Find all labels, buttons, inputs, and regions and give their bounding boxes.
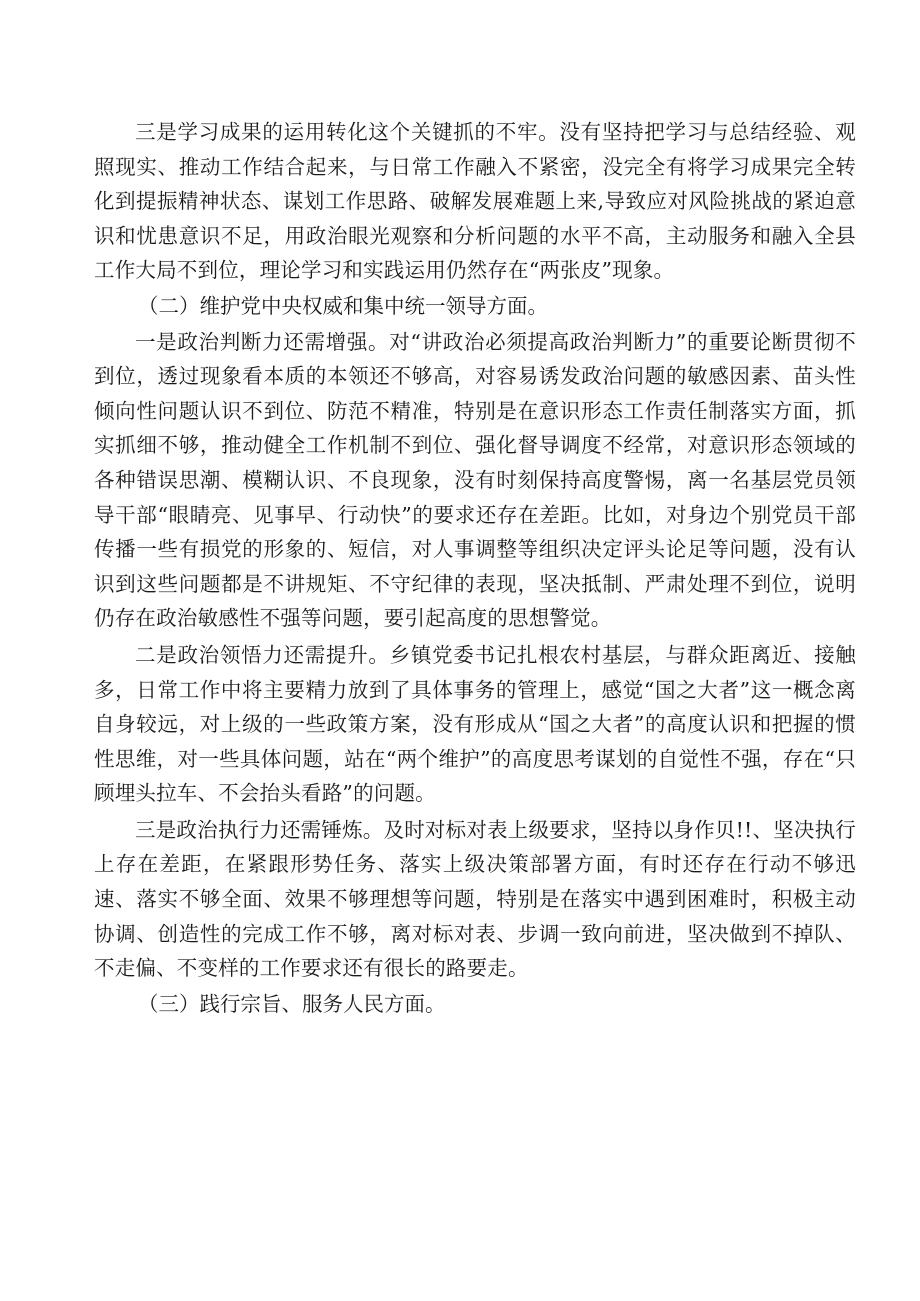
document-page: [94, 115, 856, 1021]
section-heading-2: （二）维护党中央权威和集中统一领导方面。: [138, 293, 548, 318]
paragraph-political-execution: 三是政治执行力还需锤炼。及时对标对表上级要求，坚持以身作贝!!、坚决执行上存在差距，在紧跟形势任务、落实上级决策部署方面，有时还存在行动不够迅速、落实不够全面、效果不够理想等问题，特别是在落实中遇到困难时，积极主动协调、创造性的完成工作不够，离对标对表、步调一致向前进，坚决做到不掉队、不走偏、不变样的工作要求还有很长的路要走。: [94, 817, 856, 981]
section-heading-3: （三）践行宗旨、服务人民方面。: [138, 991, 446, 1016]
paragraph-learning-results: 三是学习成果的运用转化这个关键抓的不牢。没有坚持把学习与总结经验、观照现实、推动工作结合起来，与日常工作融入不紧密，没完全有将学习成果完全转化到提振精神状态、谋划工作思路、破解发展难题上来,导致应对风险挑战的紧迫意识和忧患意识不足，用政治眼光观察和分析问题的水平不高，主动服务和融入全县工作大局不到位，理论学习和实践运用仍然存在“两张皮”现象。: [94, 120, 856, 283]
paragraph-political-judgment: 一是政治判断力还需增强。对“讲政治必须提高政治判断力”的重要论断贯彻不到位，透过现象看本质的本领还不够高，对容易诱发政治问题的敏感因素、苗头性倾向性问题认识不到位、防范不精准，特别是在意识形态工作责任制落实方面，抓实抓细不够，推动健全工作机制不到位、强化督导调度不经常，对意识形态领域的各种错误思潮、模糊认识、不良现象，没有时刻保持高度警惕，离一名基层党员领导干部“眼睛亮、见事早、行动快”的要求还存在差距。比如，对身边个别党员干部传播一些有损党的形象的、短信，对人事调整等组织决定评头论足等问题，没有认识到这些问题都是不讲规矩、不守纪律的表现，坚决抵制、严肃处理不到位，说明仍存在政治敏感性不强等问题，要引起高度的思想警觉。: [94, 329, 856, 631]
paragraph-political-comprehension: 二是政治领悟力还需提升。乡镇党委书记扎根农村基层，与群众距离近、接触多，日常工作中将主要精力放到了具体事务的管理上，感觉“国之大者”这一概念离自身较远，对上级的一些政策方案，没有形成从“国之大者”的高度认识和把握的惯性思维，对一些具体问题，站在“两个维护”的高度思考谋划的自觉性不强，存在“只顾埋头拉车、不会抬头看路”的问题。: [94, 642, 856, 806]
